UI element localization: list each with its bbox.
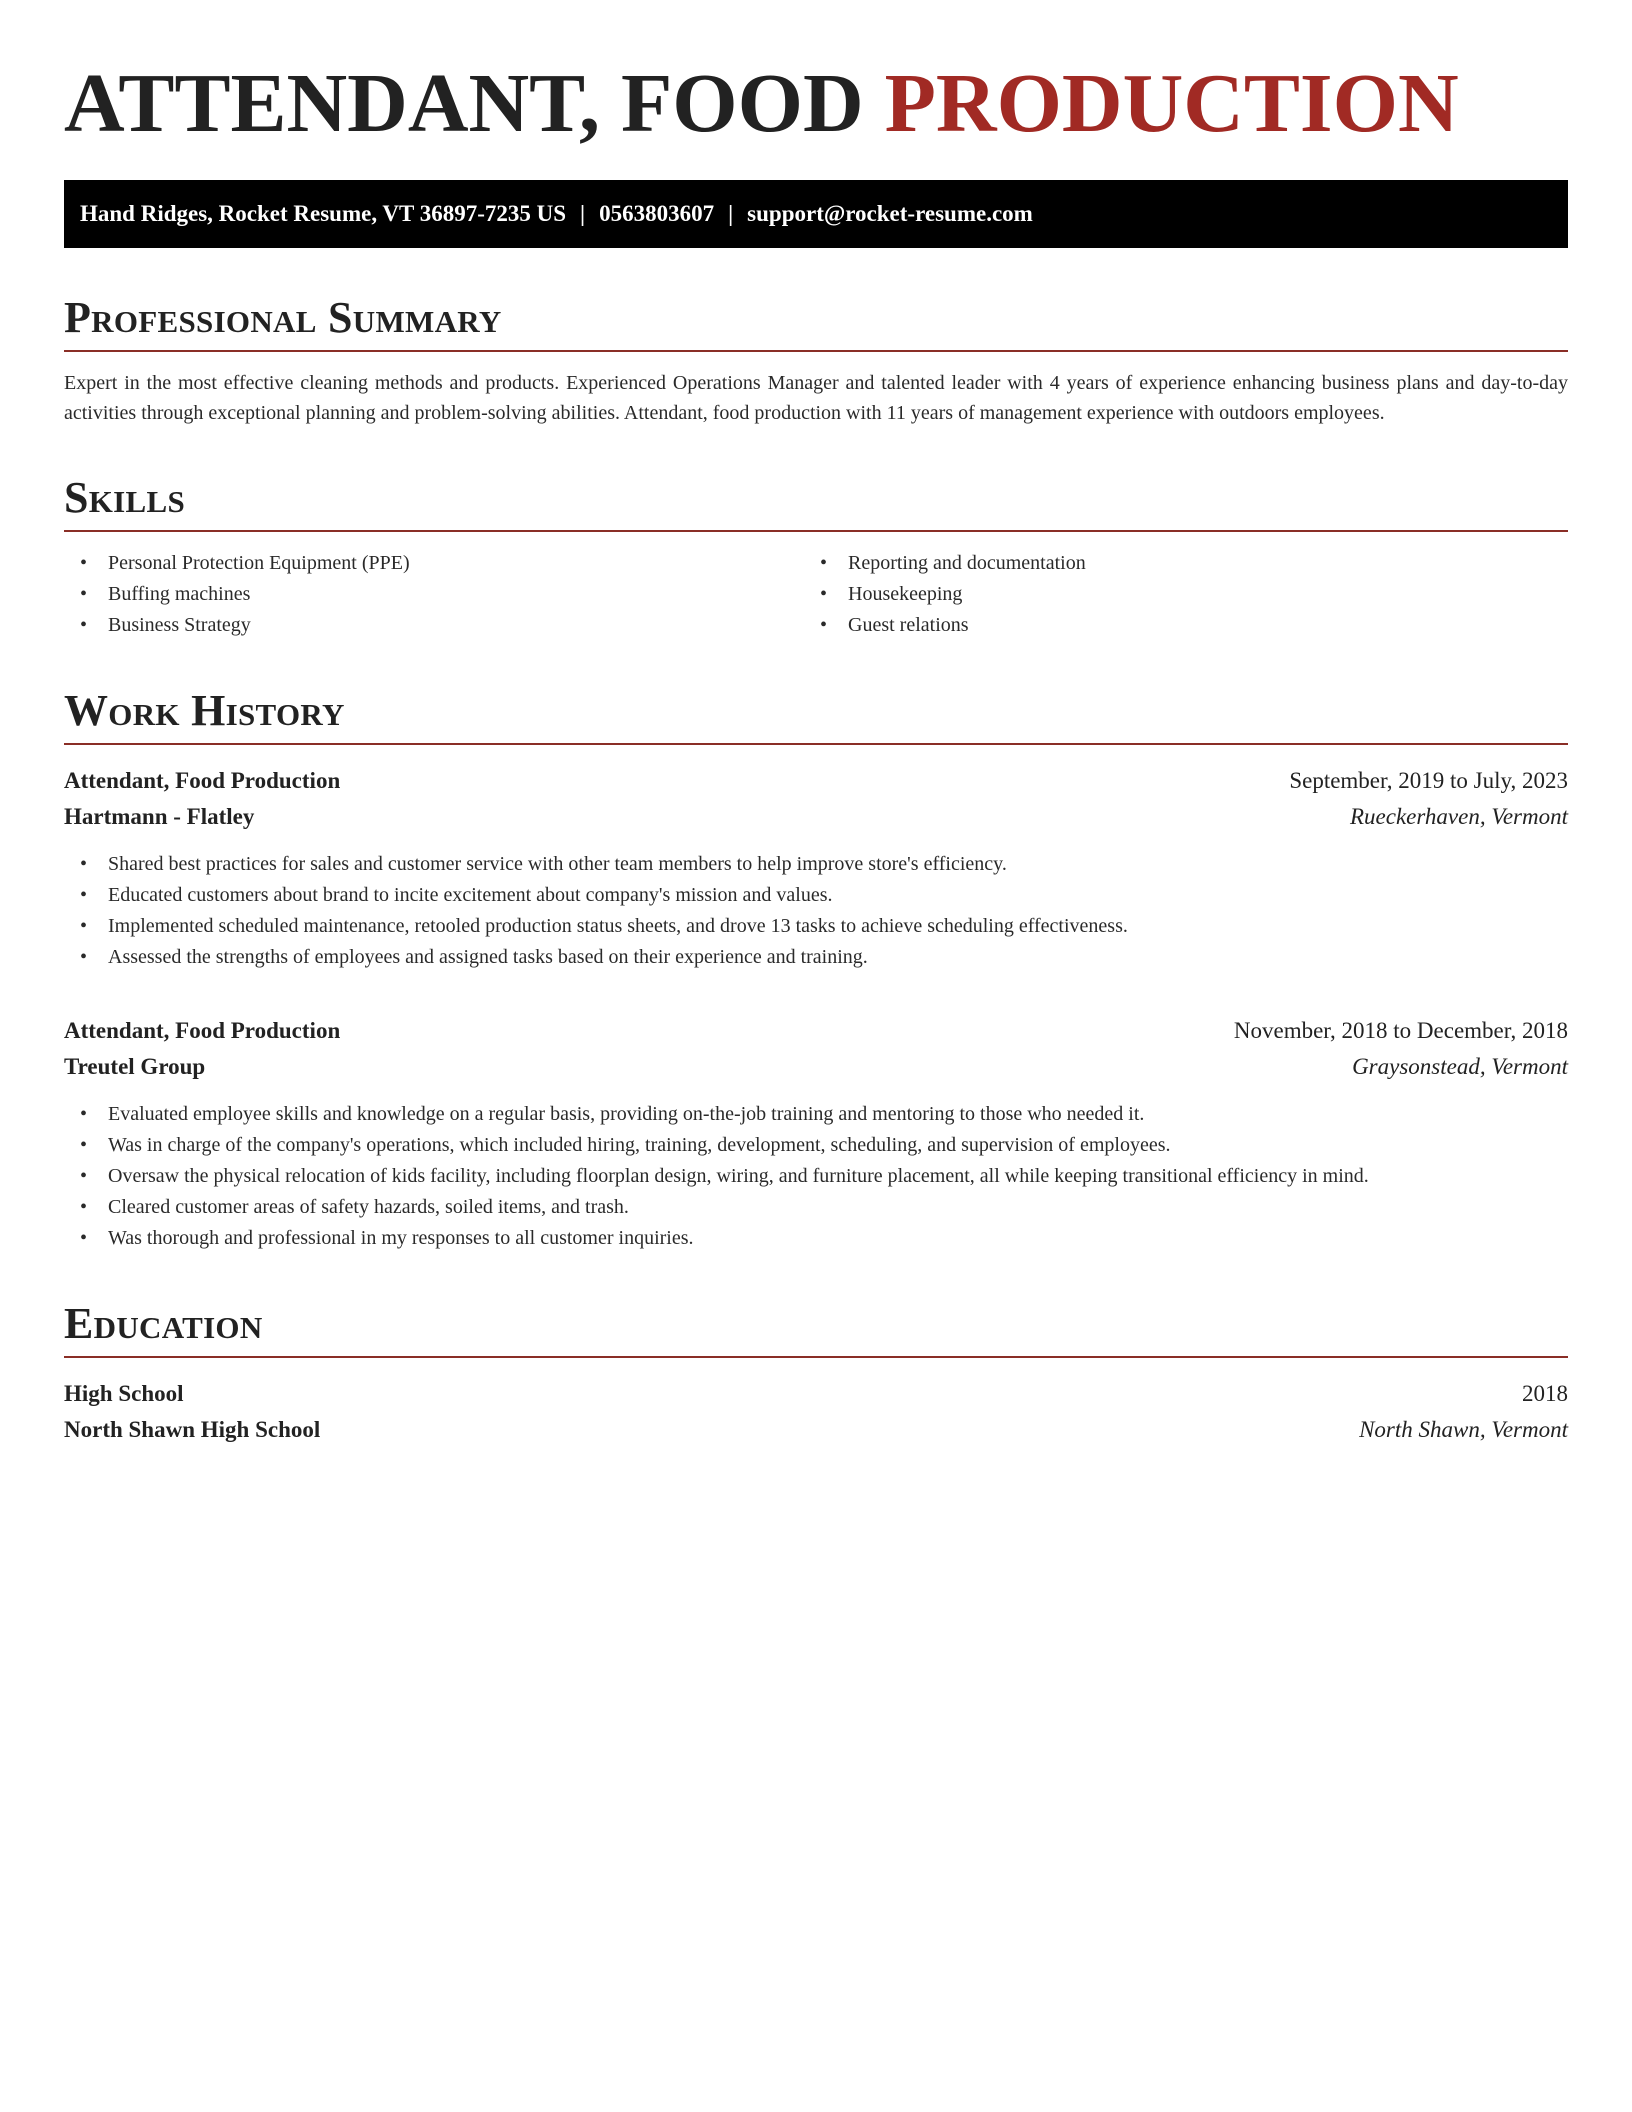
skill-item: • Reporting and documentation [804, 548, 1544, 579]
job-bullet: • Cleared customer areas of safety hazards, soiled items, and trash. [64, 1192, 1568, 1223]
summary-text: Expert in the most effective cleaning methods and products. Experienced Operations Manager and talented leader with 4 years of experience enhancing business plans and day-to-day activities through exceptional planning and problem-solving abilities. Attendant, food production with 11 years of management experience with outdoors employees. [64, 372, 1568, 424]
education-location: North Shawn, Vermont [1359, 1417, 1568, 1442]
job-bullet: • Oversaw the physical relocation of kids facility, including floorplan design, wiring, and furniture placement, all while keeping transitional efficiency in mind. [64, 1161, 1568, 1192]
skills-list [64, 548, 1568, 641]
job-company: Hartmann - Flatley [64, 804, 255, 829]
skill-item: • Guest relations [804, 610, 1544, 641]
job-dates: September, 2019 to July, 2023 [1289, 768, 1568, 793]
skills-heading: Skills [64, 472, 1568, 532]
contact-separator: | [728, 201, 734, 226]
contact-bar [64, 180, 1568, 248]
contact-email: support@rocket-resume.com [747, 201, 1033, 226]
skills-column-left [64, 548, 804, 641]
job-bullets [64, 1099, 1568, 1254]
job-bullet: • Evaluated employee skills and knowledge on a regular basis, providing on-the-job training and mentoring to those who needed it. [64, 1099, 1568, 1130]
skill-item: • Personal Protection Equipment (PPE) [64, 548, 804, 579]
resume-page [64, 0, 1568, 1448]
education-degree: High School [64, 1381, 184, 1406]
job-title: Attendant, Food Production [64, 768, 341, 793]
job-entry [64, 1013, 1568, 1254]
page-title [64, 56, 1568, 152]
contact-address: Hand Ridges, Rocket Resume, VT 36897-7235 US [80, 201, 567, 226]
work-history-heading: Work History [64, 685, 1568, 745]
skill-item: • Buffing machines [64, 579, 804, 610]
skills-column-right [804, 548, 1544, 641]
skill-item: • Business Strategy [64, 610, 804, 641]
contact-phone: 0563803607 [599, 201, 715, 226]
job-location: Rueckerhaven, Vermont [1350, 804, 1568, 829]
education-heading: Education [64, 1298, 1568, 1358]
job-bullet: • Shared best practices for sales and customer service with other team members to help improve store's efficiency. [64, 849, 1568, 880]
education-entry [64, 1376, 1568, 1448]
job-bullet: • Assessed the strengths of employees and assigned tasks based on their experience and training. [64, 942, 1568, 973]
education-year: 2018 [1522, 1381, 1568, 1406]
title-part-2: PRODUCTION [884, 57, 1459, 150]
job-location: Graysonstead, Vermont [1352, 1054, 1568, 1079]
education-school: North Shawn High School [64, 1417, 321, 1442]
summary-heading: Professional Summary [64, 292, 1568, 352]
job-company: Treutel Group [64, 1054, 206, 1079]
job-entry [64, 763, 1568, 973]
job-bullet: • Was thorough and professional in my responses to all customer inquiries. [64, 1223, 1568, 1254]
job-bullet: • Educated customers about brand to incite excitement about company's mission and values. [64, 880, 1568, 911]
contact-separator: | [580, 201, 586, 226]
skill-item: • Housekeeping [804, 579, 1544, 610]
title-part-1: ATTENDANT, FOOD [64, 57, 864, 150]
job-dates: November, 2018 to December, 2018 [1233, 1018, 1568, 1043]
job-bullets [64, 849, 1568, 973]
job-bullet: • Was in charge of the company's operations, which included hiring, training, development, scheduling, and supervision of employees. [64, 1130, 1568, 1161]
job-bullet: • Implemented scheduled maintenance, retooled production status sheets, and drove 13 tasks to achieve scheduling effectiveness. [64, 911, 1568, 942]
job-title: Attendant, Food Production [64, 1018, 341, 1043]
